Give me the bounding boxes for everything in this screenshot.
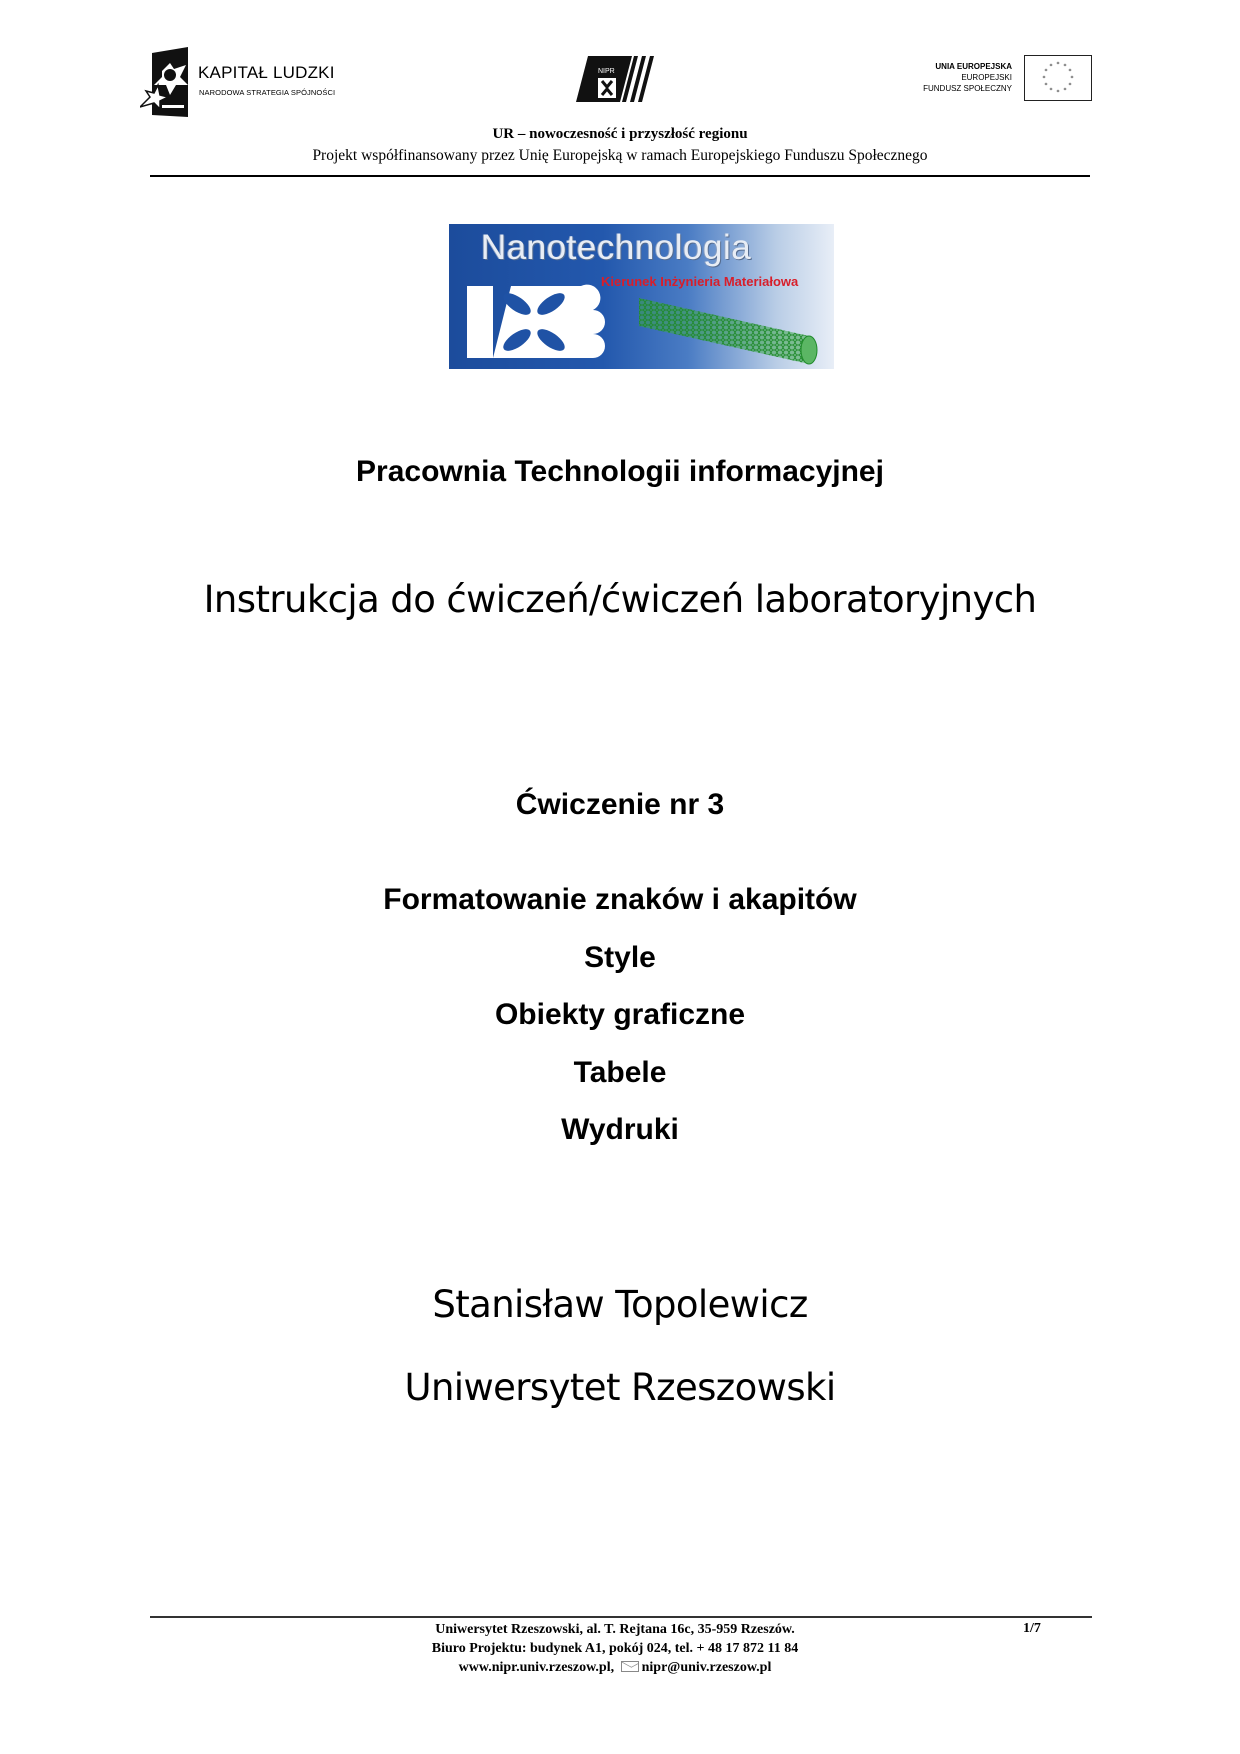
eu-line1: UNIA EUROPEJSKA: [935, 62, 1012, 71]
lab-title: Pracownia Technologii informacyjnej: [356, 455, 884, 488]
header-cofinancing-note: Projekt współfinansowany przez Unię Europejską w ramach Europejskiego Funduszu Społecznego: [312, 147, 928, 164]
footer-office: Biuro Projektu: budynek A1, pokój 024, tel. + 48 17 872 11 84: [431, 1641, 799, 1656]
university-name: Uniwersytet Rzeszowski: [404, 1366, 836, 1409]
instruction-title: Instrukcja do ćwiczeń/ćwiczeń laboratoryjnych: [203, 578, 1037, 621]
svg-text:*: *: [1070, 75, 1074, 82]
svg-text:NIPR: NIPR: [598, 68, 615, 75]
svg-text:*: *: [1044, 68, 1048, 75]
svg-text:*: *: [1042, 75, 1046, 82]
header-slogan: UR – nowoczesność i przyszłość regionu: [492, 126, 748, 142]
kapital-ludzki-emblem-icon: [140, 45, 200, 120]
svg-text:*: *: [1049, 63, 1053, 70]
footer-email-link[interactable]: nipr@univ.rzeszow.pl: [641, 1660, 772, 1675]
envelope-icon: [621, 1661, 639, 1672]
footer-divider: [150, 1616, 1092, 1618]
kapital-ludzki-title: KAPITAŁ LUDZKI: [198, 63, 335, 82]
eu-fund-logo: [900, 55, 1092, 103]
kapital-ludzki-subtitle: NARODOWA STRATEGIA SPÓJNOŚCI: [199, 88, 336, 97]
banner-subtitle: Kierunek Inżynieria Materiałowa: [601, 274, 799, 289]
nanotube-icon: [639, 290, 829, 366]
svg-text:*: *: [1068, 82, 1072, 89]
topic-item: Tabele: [573, 1055, 667, 1089]
footer-contact: [0, 1659, 1235, 1677]
topic-item: Style: [584, 940, 656, 974]
topic-item: Wydruki: [561, 1113, 679, 1146]
topic-item: Obiekty graficzne: [494, 998, 746, 1031]
header-divider: [150, 175, 1090, 177]
banner-title: Nanotechnologia: [481, 228, 752, 267]
svg-text:*: *: [1063, 63, 1067, 70]
page-number: 1/7: [1023, 1621, 1041, 1636]
svg-text:*: *: [1056, 61, 1060, 68]
kapital-ludzki-logo: [140, 45, 360, 120]
author-name: Stanisław Topolewicz: [432, 1283, 808, 1326]
eu-line3: FUNDUSZ SPOŁECZNY: [923, 84, 1012, 93]
svg-text:*: *: [1063, 87, 1067, 94]
eu-line2: EUROPEJSKI: [961, 73, 1012, 82]
eu-flag-icon: [1024, 55, 1092, 101]
exercise-number: Ćwiczenie nr 3: [515, 788, 725, 821]
svg-text:*: *: [1049, 87, 1053, 94]
footer-address: Uniwersytet Rzeszowski, al. T. Rejtana 16c, 35-959 Rzeszów.: [435, 1622, 795, 1637]
nipr-ur-logo: [576, 56, 660, 102]
nipr-ur-emblem-icon: [576, 56, 660, 102]
nanotechnology-banner: [449, 224, 834, 369]
topics-list: [0, 880, 1240, 1168]
svg-text:*: *: [1044, 82, 1048, 89]
ur-logo-icon: [465, 282, 605, 362]
svg-text:*: *: [1056, 89, 1060, 96]
svg-text:*: *: [1068, 68, 1072, 75]
topic-item: Formatowanie znaków i akapitów: [383, 883, 857, 916]
footer-website-link[interactable]: www.nipr.univ.rzeszow.pl,: [458, 1660, 615, 1675]
